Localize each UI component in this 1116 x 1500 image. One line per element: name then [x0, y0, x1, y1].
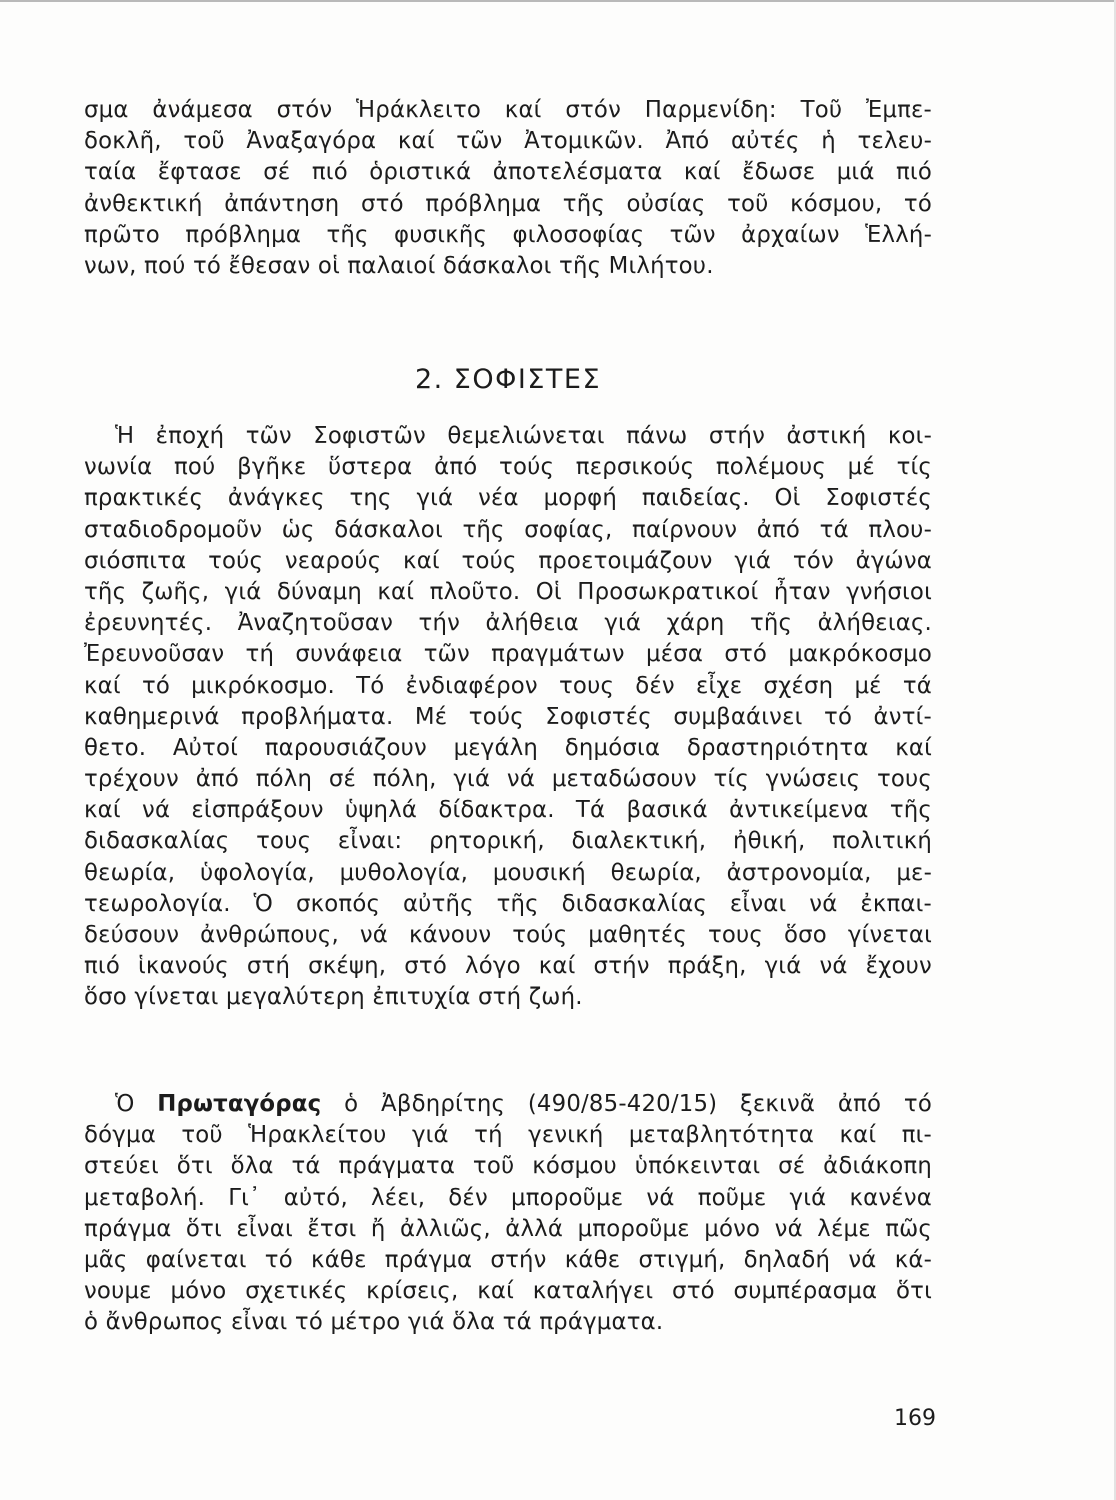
text-line: σταδιοδρομοῦν ὡς δάσκαλοι τῆς σοφίας, παίρνουν ἀπό τά πλου- [84, 516, 932, 543]
scan-top-edge [0, 0, 1116, 2]
text-line: πρακτικές ἀνάγκες της γιά νέα μορφή παιδείας. Οἱ Σοφιστές [84, 485, 932, 512]
protagoras-name: Πρωταγόρας [157, 1091, 322, 1117]
text-line: πιό ἱκανούς στή σκέψη, στό λόγο καί στήν πράξη, γιά νά ἔχουν [84, 953, 932, 980]
text-line: μεταβολή. Γι᾽ αὐτό, λέει, δέν μποροῦμε νά ποῦμε γιά κανένα [84, 1184, 932, 1211]
text-line: Ἡ ἐποχή τῶν Σοφιστῶν θεμελιώνεται πάνω στήν ἀστική κοι- [115, 423, 932, 449]
page-number: 169 [894, 1406, 936, 1431]
text-line: ὅσο γίνεται μεγαλύτερη ἐπιτυχία στή ζωή. [84, 984, 583, 1011]
text-line: σμα ἀνάμεσα στόν Ἡράκλειτο καί στόν Παρμενίδη: Τοῦ Ἐμπε- [84, 97, 932, 123]
section-heading: 2. ΣΟΦΙΣΤΕΣ [414, 364, 602, 395]
text-line: πρῶτο πρόβλημα τῆς φυσικῆς φιλοσοφίας τῶν ἀρχαίων Ἑλλή- [84, 221, 932, 248]
text-line: θετο. Αὐτοί παρουσιάζουν μεγάλη δημόσια δραστηριότητα καί [84, 734, 932, 761]
text-line [84, 1089, 932, 1120]
text-fragment: ὁ Ἀβδηρίτης (490/85-420/15) ξεκινᾶ ἀπό τό [321, 1091, 932, 1117]
text-line: τρέχουν ἀπό πόλη σέ πόλη, γιά νά μεταδώσουν τίς γνώσεις τους [84, 766, 932, 793]
paragraph-protagoras [84, 1089, 932, 1339]
text-line: δοκλῆ, τοῦ Ἀναξαγόρα καί τῶν Ἀτομικῶν. Ἀπό αὐτές ἡ τελευ- [84, 128, 932, 155]
text-line: θεωρία, ὑφολογία, μυθολογία, μουσική θεωρία, ἀστρονομία, με- [84, 859, 932, 886]
text-line: ταία ἔφτασε σέ πιό ὁριστικά ἀποτελέσματα καί ἔδωσε μιά πιό [84, 159, 932, 186]
text-line: Ἐρευνοῦσαν τή συνάφεια τῶν πραγμάτων μέσα στό μακρόκοσμο [84, 641, 932, 668]
text-line: δεύσουν ἀνθρώπους, νά κάνουν τούς μαθητές τους ὅσο γίνεται [84, 922, 932, 948]
text-line: σιόσπιτα τούς νεαρούς καί τούς προετοιμάζουν γιά τόν ἀγώνα [84, 547, 932, 574]
text-line: τῆς ζωῆς, γιά δύναμη καί πλοῦτο. Οἱ Προσωκρατικοί ἦταν γνήσιοι [84, 578, 932, 605]
text-line: τεωρολογία. Ὁ σκοπός αὐτῆς τῆς διδασκαλίας εἶναι νά ἐκπαι- [84, 890, 932, 917]
text-line: ἐρευνητές. Ἀναζητοῦσαν τήν ἀλήθεια γιά χάρη τῆς ἀλήθειας. [84, 610, 932, 637]
text-line: διδασκαλίας τους εἶναι: ρητορική, διαλεκτική, ἠθική, πολιτική [84, 828, 932, 855]
text-line: νων, πού τό ἔθεσαν οἱ παλαιοί δάσκαλοι τῆς Μιλήτου. [84, 252, 714, 279]
text-line: καθημερινά προβλήματα. Μέ τούς Σοφιστές συμβαάινει τό ἀντί- [84, 703, 932, 730]
paragraph-continuation [84, 95, 932, 282]
text-line: ἀνθεκτική ἀπάντηση στό πρόβλημα τῆς οὐσίας τοῦ κόσμου, τό [84, 190, 932, 217]
text-line: δόγμα τοῦ Ἡρακλείτου γιά τή γενική μεταβλητότητα καί πι- [84, 1122, 932, 1149]
paragraph-sophists [84, 421, 932, 1014]
text-line: καί νά εἰσπράξουν ὑψηλά δίδακτρα. Τά βασικά ἀντικείμενα τῆς [84, 797, 932, 824]
text-line: νωνία πού βγῆκε ὕστερα ἀπό τούς περσικούς πολέμους μέ τίς [84, 454, 932, 481]
text-line: νουμε μόνο σχετικές κρίσεις, καί καταλήγει στό συμπέρασμα ὅτι [84, 1278, 932, 1305]
text-fragment: Ὁ [115, 1091, 158, 1117]
text-line: πράγμα ὅτι εἶναι ἔτσι ἤ ἀλλιῶς, ἀλλά μποροῦμε μόνο νά λέμε πῶς [84, 1215, 932, 1242]
text-line: καί τό μικρόκοσμο. Τό ἐνδιαφέρον τους δέν εἶχε σχέση μέ τά [84, 672, 932, 699]
text-line: στεύει ὅτι ὅλα τά πράγματα τοῦ κόσμου ὑπόκεινται σέ ἀδιάκοπη [84, 1153, 932, 1180]
text-line: μᾶς φαίνεται τό κάθε πράγμα στήν κάθε στιγμή, δηλαδή νά κά- [84, 1246, 932, 1273]
text-line: ὁ ἄνθρωπος εἶναι τό μέτρο γιά ὅλα τά πράγματα. [84, 1309, 664, 1336]
